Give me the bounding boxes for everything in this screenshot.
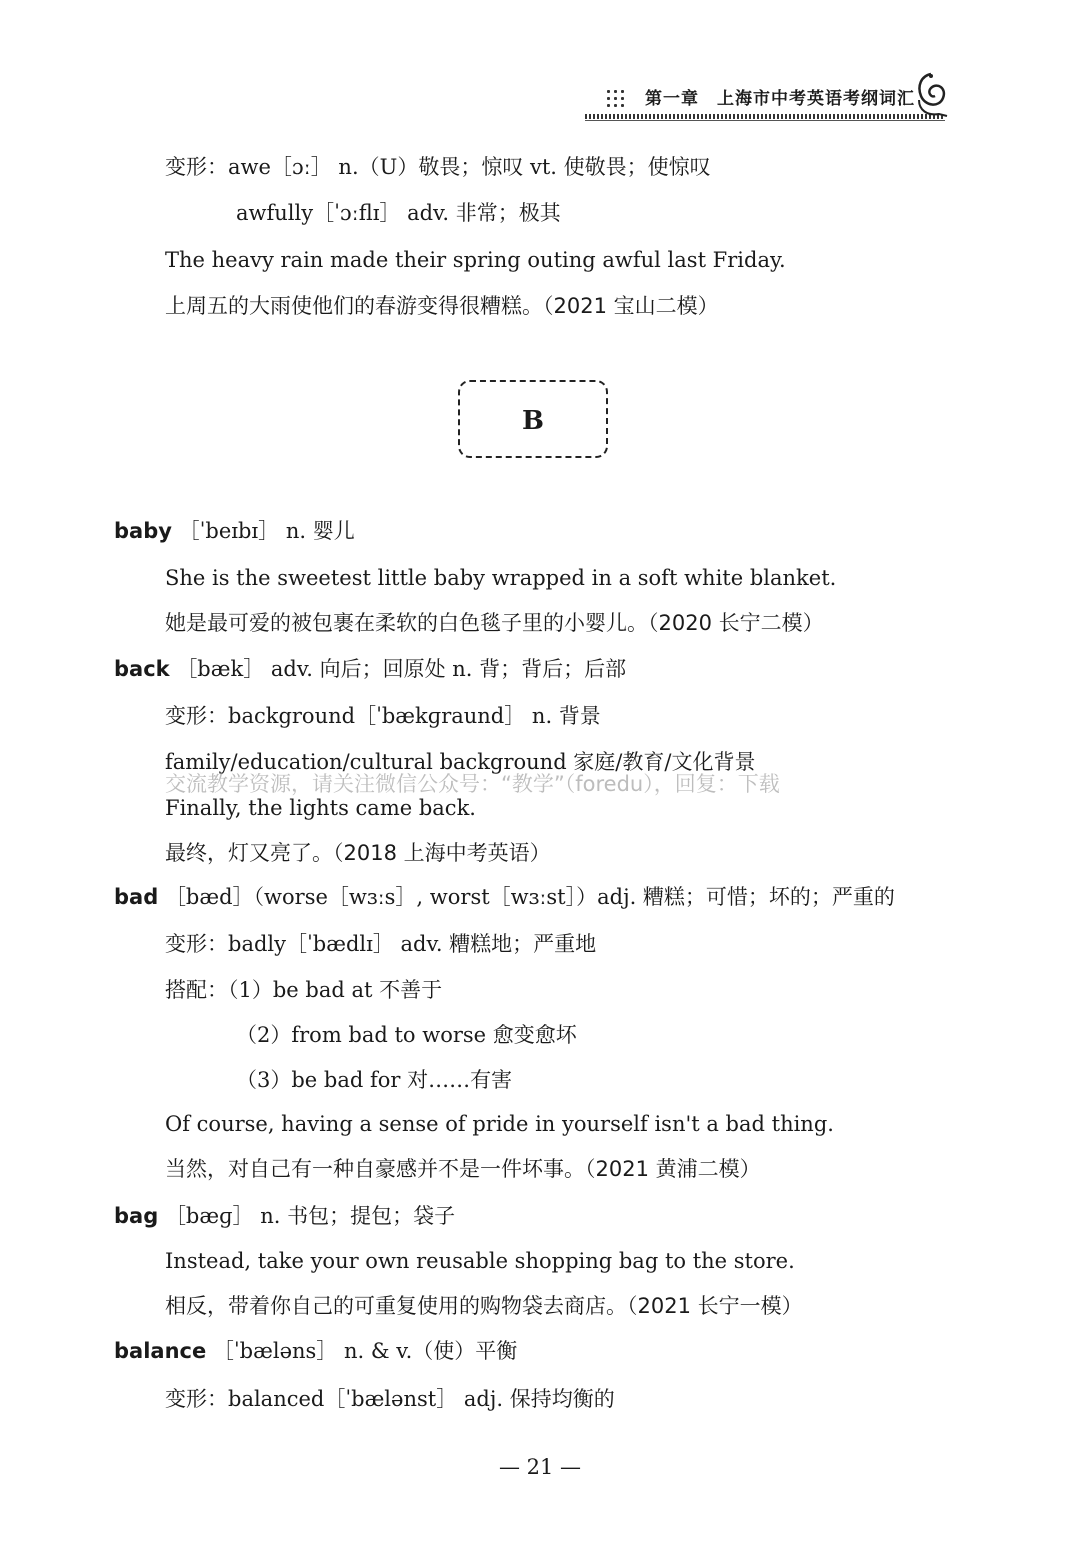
entry-headword-line: bag ［bæɡ］ n. 书包；提包；袋子	[114, 1204, 456, 1228]
page-number: — 21 —	[498, 1455, 582, 1479]
example-sentence: Finally, the lights came back.	[165, 796, 476, 820]
example-translation: 最终，灯又亮了。（2018 上海中考英语）	[165, 841, 551, 865]
section-letter-box	[458, 380, 608, 458]
chapter-title: 第一章 上海市中考英语考纲词汇	[645, 89, 915, 109]
entry-line: 变形：background［ˈbækɡraund］ n. 背景	[165, 704, 601, 728]
example-translation: 当然，对自己有一种自豪感并不是一件坏事。（2021 黄浦二模）	[165, 1157, 761, 1181]
example-sentence: Of course, having a sense of pride in yourself isn't a bad thing.	[165, 1112, 834, 1136]
header-rule-thin	[585, 120, 945, 121]
example-translation: 她是最可爱的被包裹在柔软的白色毯子里的小婴儿。（2020 长宁二模）	[165, 611, 824, 635]
headword: bad	[114, 885, 159, 909]
entry-headword-line: back ［bæk］ adv. 向后；回原处 n. 背；背后；后部	[114, 657, 627, 681]
section-letter: B	[522, 406, 544, 436]
entry-line: 变形：balanced［ˈbælənst］ adj. 保持均衡的	[165, 1387, 615, 1411]
entry-line: （2）from bad to worse 愈变愈坏	[236, 1023, 577, 1047]
example-translation: 相反，带着你自己的可重复使用的购物袋去商店。（2021 长宁一模）	[165, 1294, 803, 1318]
entry-headword-line: baby ［ˈbeɪbɪ］ n. 婴儿	[114, 519, 355, 543]
header-rule	[585, 114, 945, 119]
example-translation: 上周五的大雨使他们的春游变得很糟糕。（2021 宝山二模）	[165, 294, 719, 318]
entry-line: awfully［ˈɔːflɪ］ adv. 非常；极其	[236, 201, 561, 225]
headword: balance	[114, 1339, 207, 1363]
example-sentence: Instead, take your own reusable shopping bag to the store.	[165, 1249, 795, 1273]
entry-line: 变形：awe［ɔː］ n.（U）敬畏；惊叹 vt. 使敬畏；使惊叹	[165, 155, 711, 179]
header-ornament-icon	[605, 88, 627, 108]
entry-line: （3）be bad for 对……有害	[236, 1068, 513, 1092]
example-sentence: The heavy rain made their spring outing awful last Friday.	[165, 248, 786, 272]
entry-headword-line: bad ［bæd］（worse［wɜːs］, worst［wɜːst］）adj. 糟糕；可惜；坏的；严重的	[114, 885, 895, 909]
headword: bag	[114, 1204, 159, 1228]
entry-line: 搭配：（1）be bad at 不善于	[165, 978, 443, 1002]
snail-icon	[913, 70, 949, 118]
entry-line: 变形：badly［ˈbædlɪ］ adv. 糟糕地；严重地	[165, 932, 597, 956]
entry-line: family/education/cultural background 家庭/教育/文化背景	[165, 750, 756, 774]
headword: baby	[114, 519, 172, 543]
entry-headword-line: balance ［ˈbæləns］ n. & v.（使）平衡	[114, 1339, 518, 1363]
watermark: 交流教学资源，请关注微信公众号：“教学”（foredu），回复：下载	[165, 772, 780, 796]
example-sentence: She is the sweetest little baby wrapped in a soft white blanket.	[165, 566, 837, 590]
running-header	[585, 70, 950, 125]
headword: back	[114, 657, 170, 681]
